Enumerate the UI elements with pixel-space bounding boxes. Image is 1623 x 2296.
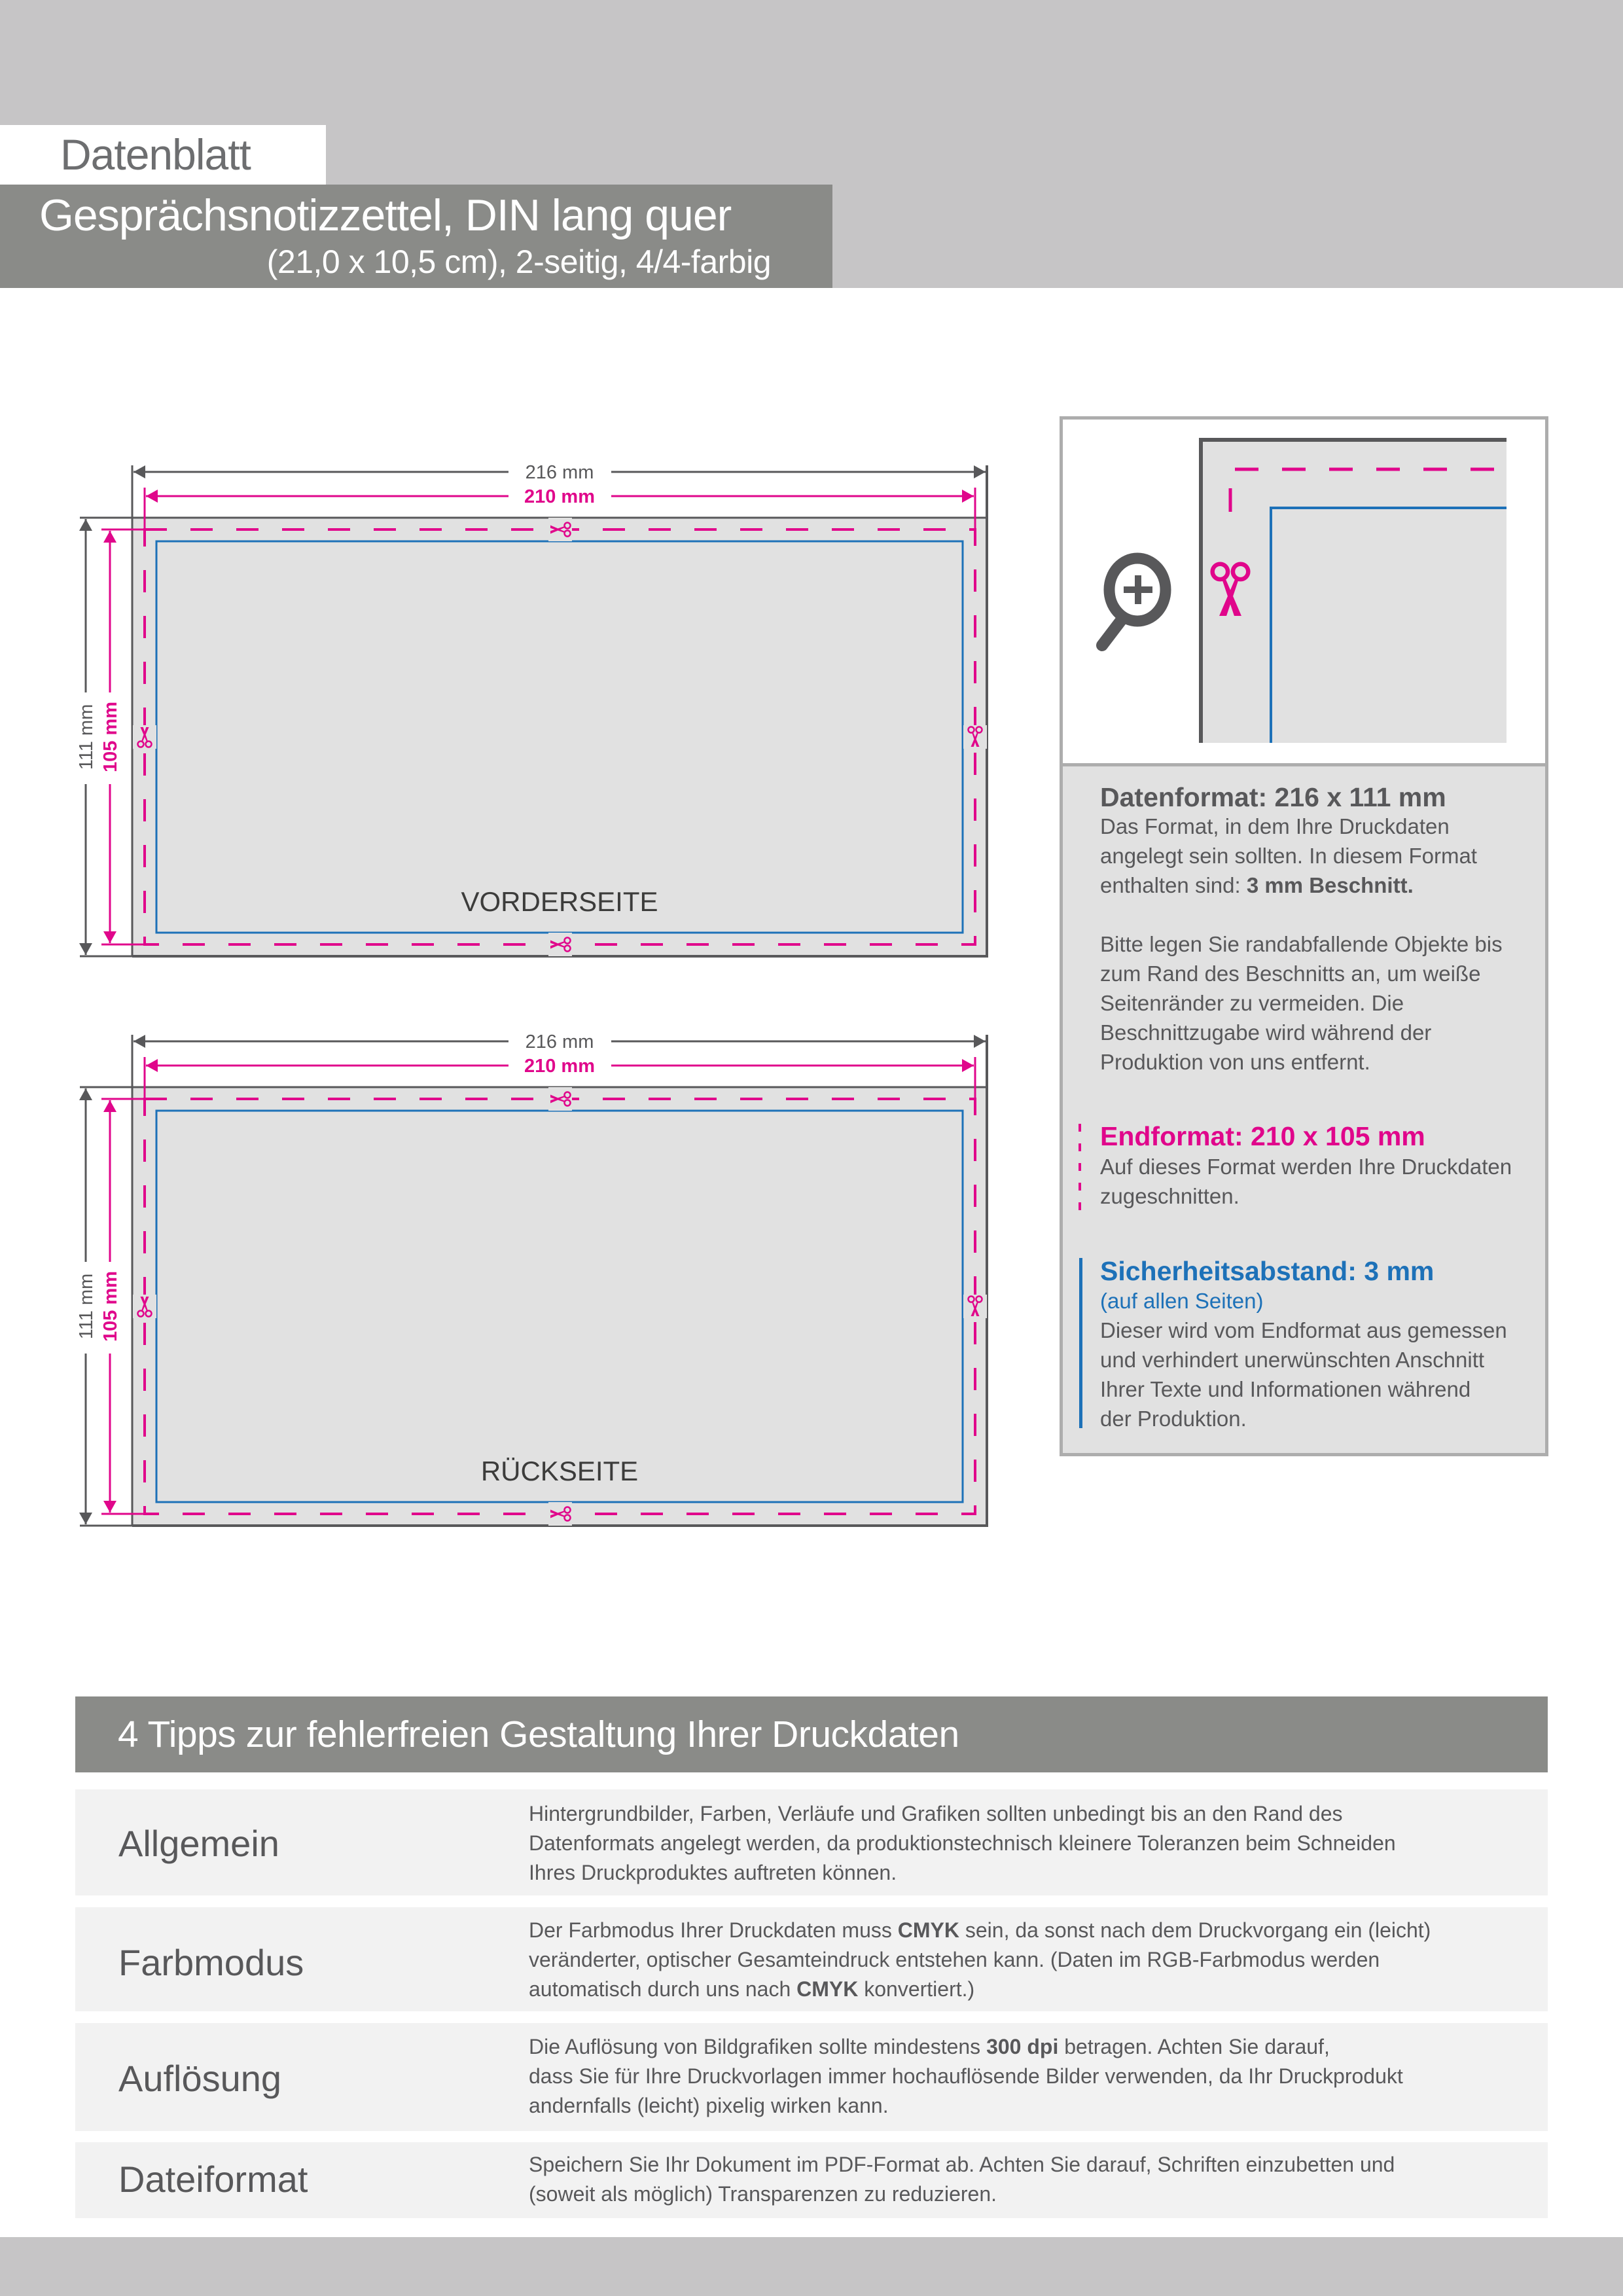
height-data-label: 111 mm bbox=[76, 704, 97, 770]
tip-row-general bbox=[75, 1789, 1548, 1895]
text-line bbox=[529, 1975, 1537, 2004]
tip-text bbox=[529, 1916, 1537, 2004]
arrow-head bbox=[974, 1035, 986, 1048]
product-title: Gesprächsnotizzettel, DIN lang quer bbox=[39, 190, 732, 240]
arrow-head bbox=[79, 943, 92, 955]
arrow-head bbox=[79, 519, 92, 531]
arrow-head bbox=[134, 465, 145, 478]
arrow-head bbox=[974, 465, 986, 478]
bleed-highlight: 3 mm Beschnitt. bbox=[1246, 873, 1414, 897]
arrow-head bbox=[103, 931, 116, 943]
tips-title: 4 Tipps zur fehlerfreien Gestaltung Ihrer Druckdaten bbox=[118, 1713, 959, 1755]
text-run: Der Farbmodus Ihrer Druckdaten muss bbox=[529, 1918, 898, 1942]
width-final-label: 210 mm bbox=[524, 486, 596, 507]
text-run: konvertiert.) bbox=[858, 1977, 975, 2001]
tip-row-color-mode bbox=[75, 1907, 1548, 2011]
text-line: zum Rand des Beschnitts an, um weiße bbox=[1100, 961, 1481, 986]
text-run: betragen. Achten Sie darauf, bbox=[1058, 2035, 1330, 2058]
text-run: automatisch durch uns nach bbox=[529, 1977, 797, 2001]
width-data-label: 216 mm bbox=[525, 462, 594, 483]
arrow-head bbox=[146, 1059, 158, 1072]
width-data-label: 216 mm bbox=[525, 1031, 594, 1052]
detail-illustration bbox=[1063, 420, 1545, 763]
text-line: andernfalls (leicht) pixelig wirken kann. bbox=[529, 2094, 889, 2117]
text-line: Ihres Druckproduktes auftreten können. bbox=[529, 1861, 897, 1884]
footer-band bbox=[0, 2237, 1623, 2296]
text-line: dass Sie für Ihre Druckvorlagen immer hochauflösende Bilder verwenden, da Ihr Druckprodukt bbox=[529, 2064, 1403, 2088]
text-run: enthalten sind: bbox=[1100, 873, 1247, 897]
arrow-head bbox=[134, 1035, 145, 1048]
bleed-instructions bbox=[1100, 929, 1539, 1077]
text-line: angelegt sein sollten. In diesem Format bbox=[1100, 844, 1477, 868]
text-line: und verhindert unerwünschten Anschnitt bbox=[1100, 1348, 1485, 1372]
safety-title: Sicherheitsabstand: 3 mm bbox=[1100, 1256, 1435, 1286]
height-final-label: 105 mm bbox=[100, 701, 121, 773]
text-run: sein, da sonst nach dem Druckvorgang ein (leicht) bbox=[959, 1918, 1431, 1942]
side-label: RÜCKSEITE bbox=[480, 1456, 639, 1486]
final-format-marker bbox=[1077, 1122, 1083, 1214]
text-line: der Produktion. bbox=[1100, 1407, 1247, 1431]
dpi-highlight: 300 dpi bbox=[986, 2035, 1059, 2058]
arrow-head bbox=[79, 1088, 92, 1100]
front-side-diagram bbox=[76, 462, 987, 956]
tip-row-file-format bbox=[75, 2142, 1548, 2218]
text-line: Bitte legen Sie randabfallende Objekte bis bbox=[1100, 932, 1503, 956]
text-line: Dieser wird vom Endformat aus gemessen bbox=[1100, 1318, 1507, 1342]
tip-text bbox=[529, 1799, 1537, 1888]
final-format-title: Endformat: 210 x 105 mm bbox=[1100, 1121, 1425, 1151]
data-format-title: Datenformat: 216 x 111 mm bbox=[1100, 782, 1446, 812]
text-line: Datenformats angelegt werden, da produktionstechnisch kleinere Toleranzen beim Schneiden bbox=[529, 1831, 1396, 1855]
arrow-head bbox=[146, 490, 158, 503]
tip-text bbox=[529, 2150, 1537, 2209]
text-line bbox=[1100, 870, 1539, 900]
tip-label: Auflösung bbox=[118, 2058, 282, 2099]
text-line: Produktion von uns entfernt. bbox=[1100, 1050, 1370, 1074]
text-line: Ihrer Texte und Informationen während bbox=[1100, 1377, 1471, 1401]
product-subtitle: (21,0 x 10,5 cm), 2-seitig, 4/4-farbig bbox=[266, 243, 771, 280]
safety-marker bbox=[1079, 1258, 1082, 1428]
text-line: Auf dieses Format werden Ihre Druckdaten bbox=[1100, 1155, 1512, 1179]
detail-paper bbox=[1200, 439, 1507, 743]
doc-type-label: Datenblatt bbox=[60, 130, 251, 179]
safety-subtitle: (auf allen Seiten) bbox=[1100, 1289, 1264, 1313]
text-line: Speichern Sie Ihr Dokument im PDF-Format ab. Achten Sie darauf, Schriften einzubetten und bbox=[529, 2153, 1395, 2176]
height-data-label: 111 mm bbox=[76, 1273, 97, 1340]
arrow-head bbox=[103, 1501, 116, 1513]
height-final-label: 105 mm bbox=[100, 1270, 121, 1342]
text-line: Beschnittzugabe wird während der bbox=[1100, 1020, 1432, 1045]
text-line: Hintergrundbilder, Farben, Verläufe und Grafiken sollten unbedingt bis an den Rand des bbox=[529, 1802, 1343, 1825]
arrow-head bbox=[103, 1100, 116, 1112]
text-line: Seitenränder zu vermeiden. Die bbox=[1100, 991, 1404, 1015]
text-line: zugeschnitten. bbox=[1100, 1184, 1240, 1208]
cmyk-highlight: CMYK bbox=[897, 1918, 959, 1942]
text-line: (soweit als möglich) Transparenzen zu reduzieren. bbox=[529, 2182, 997, 2206]
text-line bbox=[529, 2032, 1537, 2062]
data-format-description bbox=[1100, 812, 1539, 900]
side-label: VORDERSEITE bbox=[461, 886, 658, 917]
back-side-diagram bbox=[76, 1031, 987, 1526]
arrow-head bbox=[962, 490, 974, 503]
final-format-description bbox=[1100, 1152, 1539, 1211]
tip-row-resolution bbox=[75, 2023, 1548, 2131]
arrow-head bbox=[103, 531, 116, 543]
safety-description bbox=[1100, 1316, 1539, 1433]
tip-label: Farbmodus bbox=[118, 1942, 304, 1983]
arrow-head bbox=[79, 1513, 92, 1524]
width-final-label: 210 mm bbox=[524, 1056, 596, 1077]
text-line: veränderter, optischer Gesamteindruck entstehen kann. (Daten im RGB-Farbmodus werden bbox=[529, 1948, 1380, 1971]
arrow-head bbox=[962, 1059, 974, 1072]
tip-label: Dateiformat bbox=[118, 2159, 308, 2200]
text-line: Das Format, in dem Ihre Druckdaten bbox=[1100, 814, 1450, 838]
cmyk-highlight: CMYK bbox=[796, 1977, 859, 2001]
tip-label: Allgemein bbox=[118, 1823, 279, 1864]
text-line bbox=[529, 1916, 1537, 1945]
tip-text bbox=[529, 2032, 1537, 2121]
text-run: Die Auflösung von Bildgrafiken sollte mindestens bbox=[529, 2035, 987, 2058]
magnifier-plus-icon bbox=[1102, 558, 1166, 645]
